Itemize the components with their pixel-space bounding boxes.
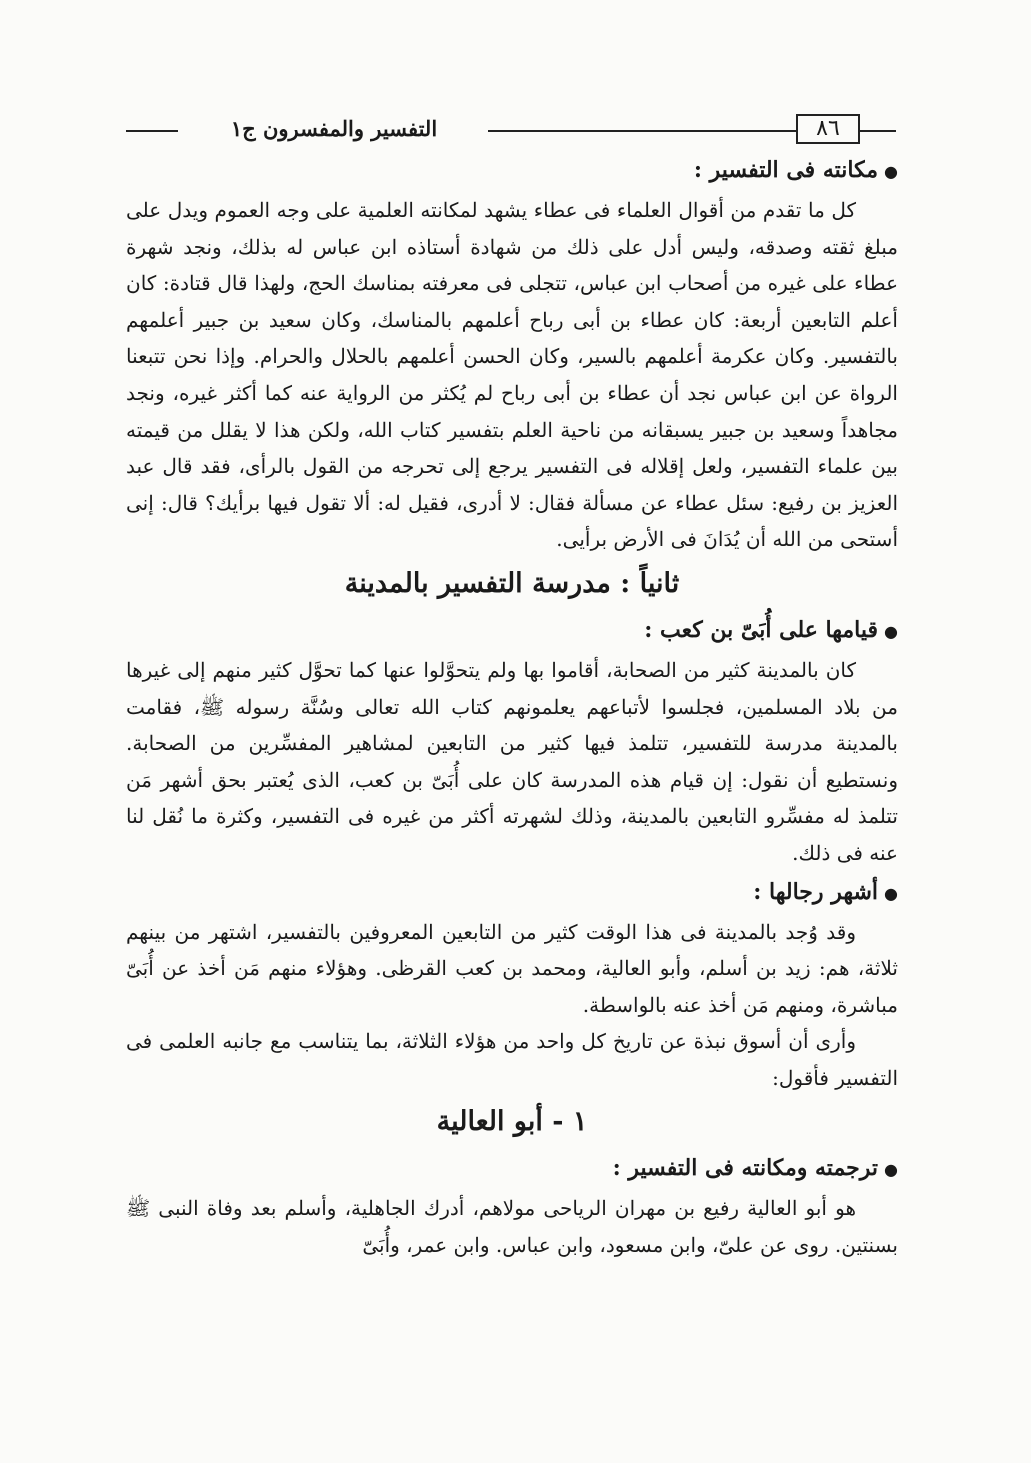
subheading-ubayy <box>126 610 898 652</box>
subheading-text: أشهر رجالها : <box>753 878 879 905</box>
page-body <box>126 150 898 1264</box>
subheading-status-in-tafsir <box>126 150 898 192</box>
header-rule-middle <box>488 130 796 132</box>
paragraph-intro-biographies: وأرى أن أسوق نبذة عن تاريخ كل واحد من هؤلاء الثلاثة، بما يتناسب مع جانبه العلمى فى التفسير فأقول: <box>126 1029 898 1090</box>
bullet-icon: ● <box>884 162 898 181</box>
header-rule-right <box>860 130 896 132</box>
bullet-icon: ● <box>884 1160 898 1180</box>
header-rule-left <box>126 130 178 132</box>
subheading-text: مكانته فى التفسير : <box>693 157 879 183</box>
section-title-madinah-school: ثانياً : مدرسة التفسير بالمدينة <box>344 567 680 599</box>
paragraph-famous-men: وقد وُجد بالمدينة فى هذا الوقت كثير من التابعين المعروفين بالتفسير، اشتهر من بينهم ثلاثة، هم: زيد بن أسلم، وأبو العالية، ومحمد بن كعب القرظى. وهؤلاء منهم مَن أخذ عن أُبَىّ مباشرة، ومنهم مَن أخذ عنه بالواسطة. <box>126 919 898 1017</box>
section-title-abu-al-aliyah: ١ - أبو العالية <box>436 1106 588 1138</box>
page-number: ٨٦ <box>796 114 860 144</box>
subheading-text: قيامها على أُبَىّ بن كعب : <box>644 616 879 643</box>
page-header <box>126 106 896 146</box>
paragraph-ata-status: كل ما تقدم من أقوال العلماء فى عطاء يشهد لمكانته العلمية على وجه العموم ويدل على مبلغ ثقته وصدقه، وليس أدل على ذلك من شهادة أستاذه ابن عباس له بذلك، ونجد شهرة عطاء على غيره من أصحاب ابن عباس، تتجلى فى معرفته بمناسك الحج، ولهذا قال قتادة: كان أعلم التابعين أربعة: كان عطاء بن أبى رباح أعلمهم بالمناسك، وكان سعيد بن جبير أعلمهم بالتفسير. وكان عكرمة أعلمهم بالسير، وكان الحسن أعلمهم بالحلال والحرام. وإذا نحن تتبعنا الرواة عن ابن عباس نجد أن عطاء بن أبى رباح لم يُكثر من الرواية عنه كما أكثر غيره، ونجد مجاهداً وسعيد بن جبير يسبقانه من ناحية العلم بتفسير كتاب الله، ولكن هذا لا يقلل من قيمته بين علماء التفسير، ولعل إقلاله فى التفسير يرجع إلى تحرجه من القول بالرأى، فقد قال عبد العزيز بن رفيع: سئل عطاء عن مسألة فقال: لا أدرى، فقيل له: ألا تقول فيها برأيك؟ قال: إنى أستحى من الله أن يُدَانَ فى الأرض برأيى. <box>126 198 898 552</box>
subheading-text: ترجمته ومكانته فى التفسير : <box>612 1155 879 1182</box>
paragraph-abu-al-aliyah: هو أبو العالية رفيع بن مهران الرياحى مولاهم، أدرك الجاهلية، وأسلم بعد وفاة النبى ﷺ بسنتين. روى عن علىّ، وابن مسعود، وابن عباس. وابن عمر، وأُبَىّ <box>126 1196 898 1258</box>
running-title: التفسير والمفسرون ج١ <box>230 116 438 141</box>
subheading-famous-men <box>126 872 898 914</box>
bullet-icon: ● <box>884 621 898 641</box>
paragraph-madinah-school: كان بالمدينة كثير من الصحابة، أقاموا بها ولم يتحوَّلوا عنها كما تحوَّل كثير منهم إلى غيرها من بلاد المسلمين، فجلسوا لأتباعهم يعلمونهم كتاب الله تعالى وسُنَّة رسوله ﷺ، فقامت بالمدينة مدرسة للتفسير، تتلمذ فيها كثير من التابعين لمشاهير المفسِّرين من الصحابة. ونستطيع أن نقول: إن قيام هذه المدرسة كان على أُبَىّ بن كعب، الذى يُعتبر بحق أشهر مَن تتلمذ له مفسِّرو التابعين بالمدينة، وذلك لشهرته أكثر من غيره فى التفسير، وكثرة ما نُقل لنا عنه فى ذلك. <box>126 657 898 865</box>
bullet-icon: ● <box>884 883 898 903</box>
subheading-biography <box>126 1148 898 1190</box>
